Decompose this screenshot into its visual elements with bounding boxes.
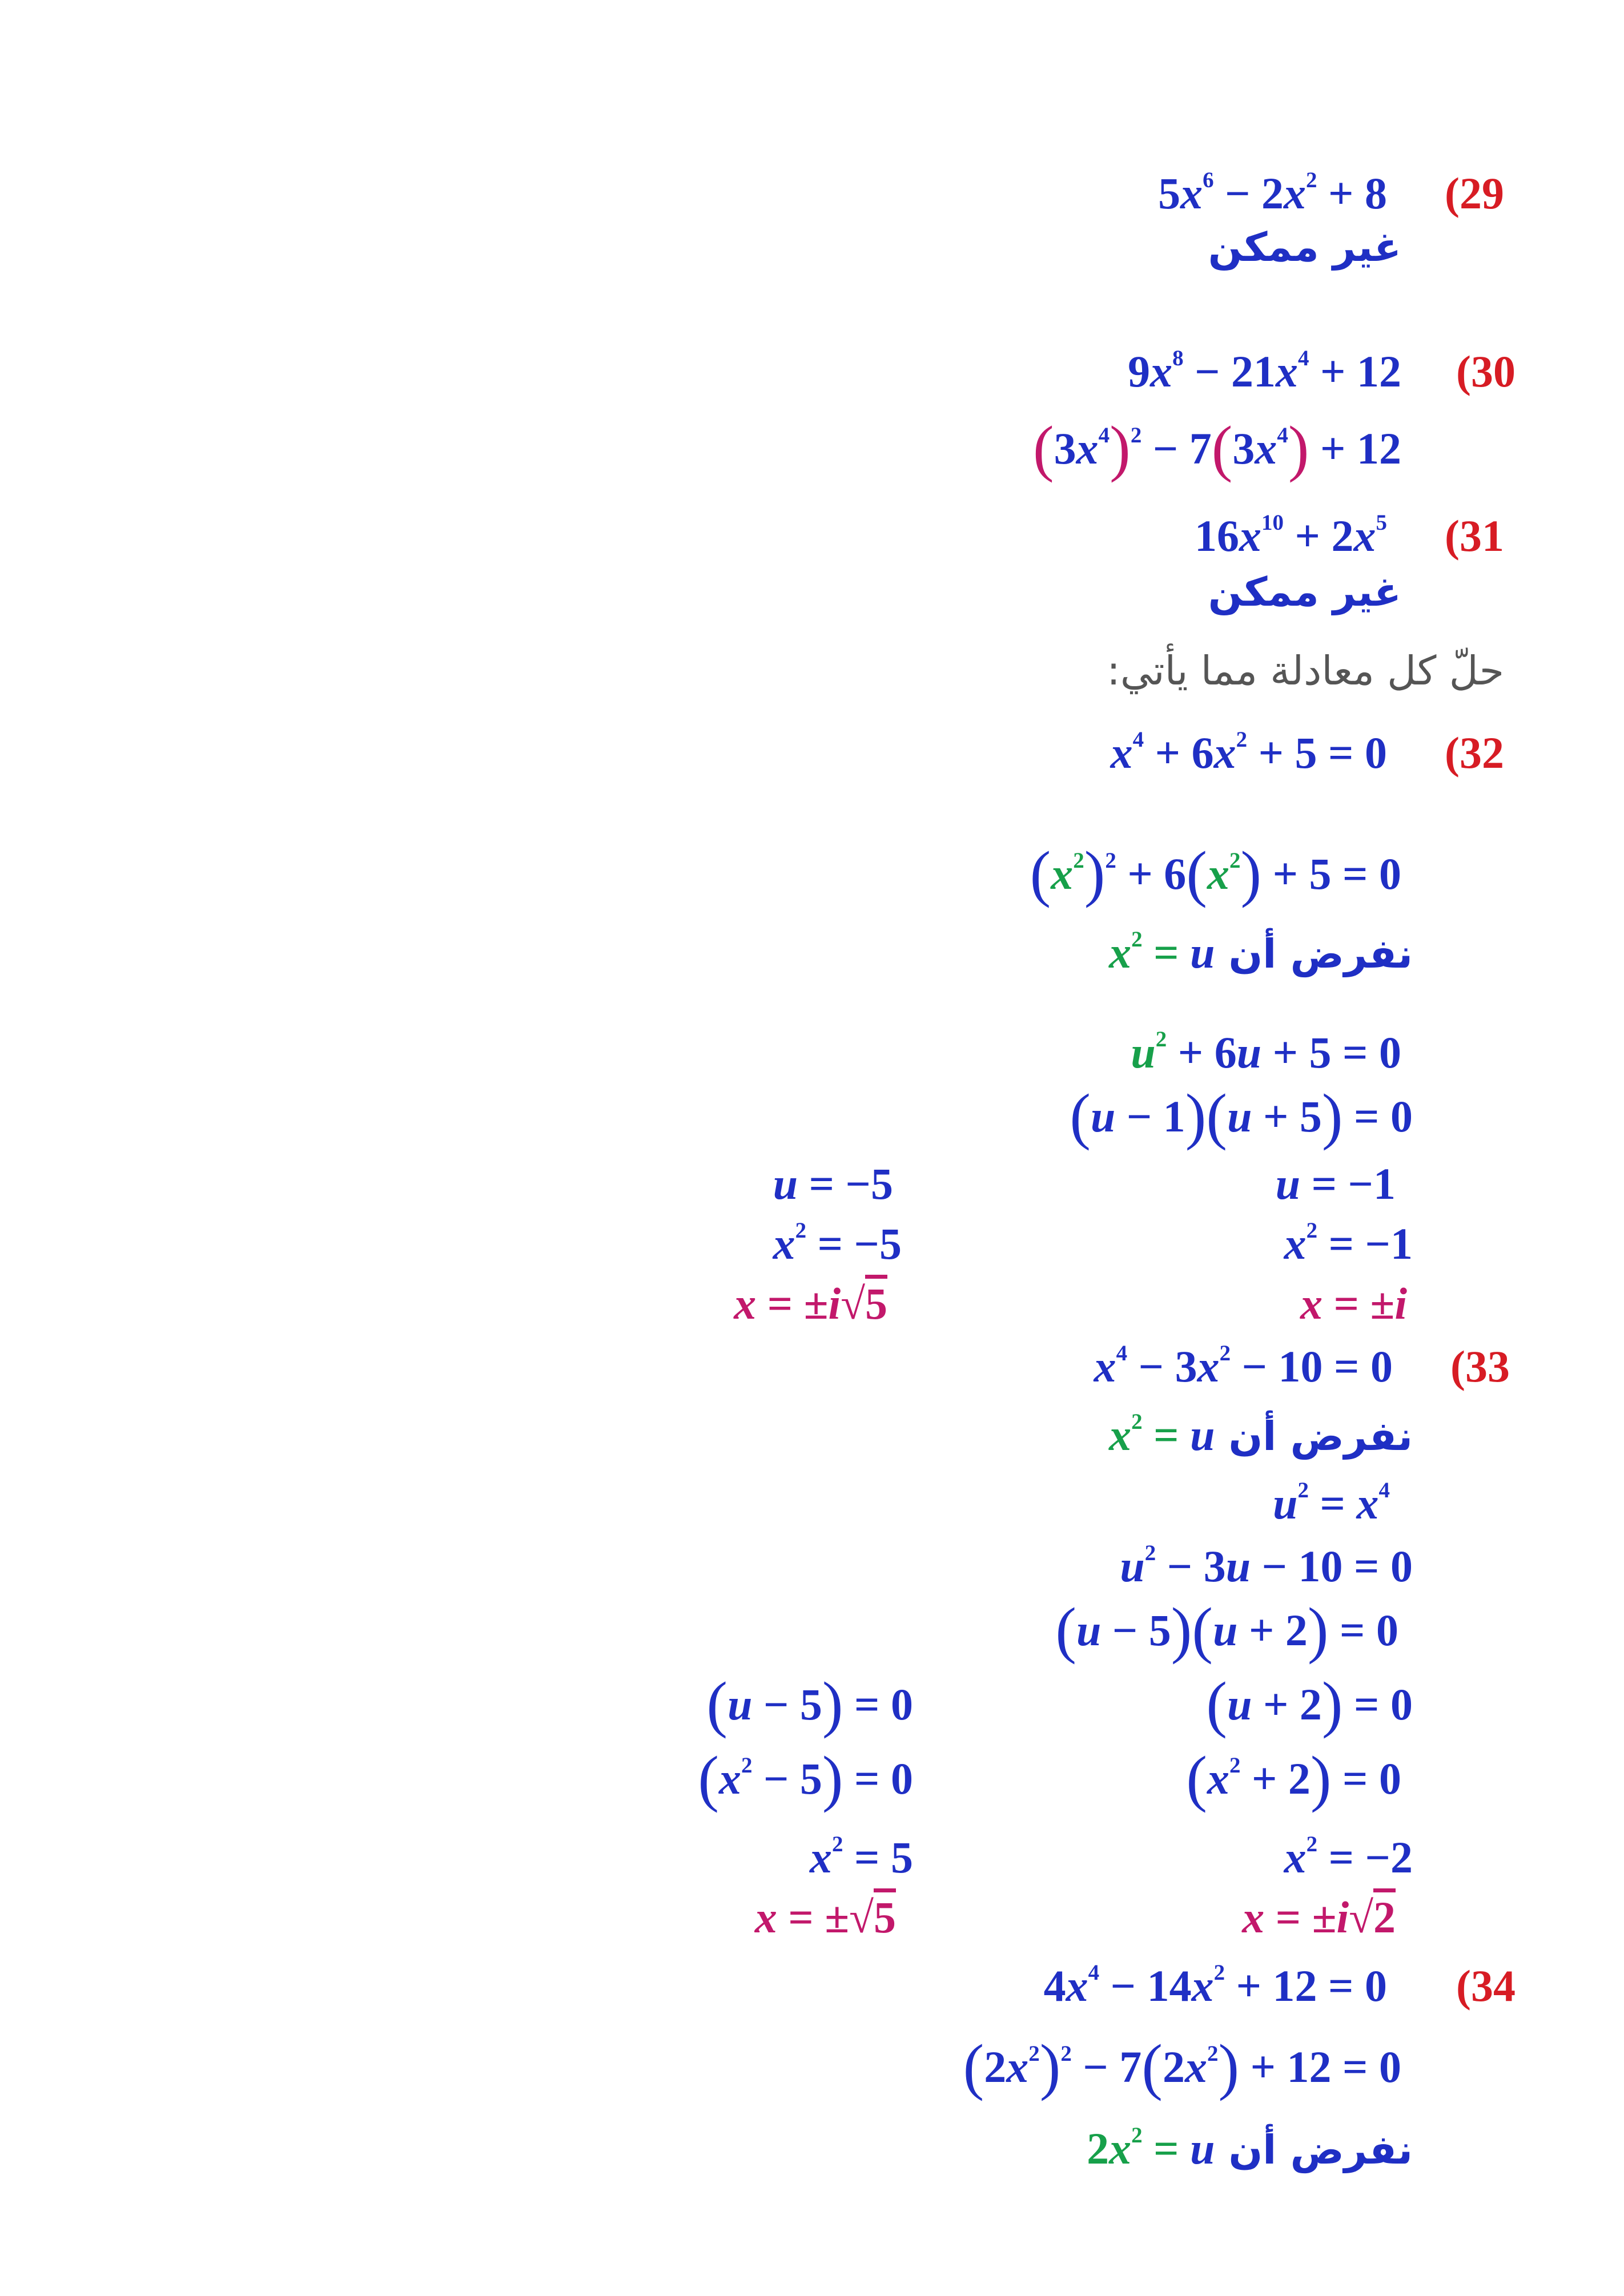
assumption-expression: $2x^2 = u$ — [1087, 2122, 1215, 2173]
problem-34-assumption — [1087, 2122, 1413, 2173]
problem-32-equation: $x^4 + 6x^2 + 5 = 0$ — [1110, 727, 1387, 778]
problem-31-expression: $16x^{10} + 2x^5$ — [1195, 510, 1387, 561]
problem-30-number: (30 — [1456, 347, 1516, 396]
problem-30-step: $(3x^4)^2 - 7(3x^4) + 12$ — [1033, 413, 1401, 483]
problem-32-quadratic: $u^2 + 6u + 5 = 0$ — [1131, 1026, 1401, 1077]
problem-32-right-1: u = −1 — [1275, 1159, 1396, 1209]
problem-32-factored: (u − 1)(u + 5) = 0 — [1070, 1081, 1413, 1151]
assumption-expression: $x^2 = u$ — [1109, 1409, 1215, 1460]
assumption-expression: $x^2 = u$ — [1109, 927, 1215, 977]
problem-33-assumption — [1109, 1409, 1413, 1460]
problem-33-equation: $x^4 - 3x^2 - 10 = 0$ — [1094, 1340, 1393, 1391]
problem-33-square: $u^2 = x^4$ — [1273, 1477, 1390, 1528]
problem-33-left-2: $(x^2 - 5) = 0$ — [698, 1743, 913, 1813]
assumption-label: نفرض أن — [1228, 2126, 1413, 2173]
assumption-label: نفرض أن — [1228, 931, 1413, 977]
problem-33-right-4: x = ±i√2 — [1242, 1892, 1396, 1942]
problem-32-step1: $(x^2)^2 + 6(x^2) + 5 = 0$ — [1030, 839, 1401, 908]
problem-30-expression: $9x^8 - 21x^4 + 12$ — [1128, 345, 1401, 396]
problem-34-step1: $(2x^2)^2 - 7(2x^2) + 12 = 0$ — [963, 2032, 1401, 2101]
problem-29-number: (29 — [1445, 168, 1504, 218]
problem-32-left-3: x = ±i√5 — [734, 1279, 887, 1328]
problem-31-number: (31 — [1445, 511, 1504, 561]
problem-33-right-3: $x^2 = -2$ — [1284, 1831, 1413, 1882]
problem-33-number: (33 — [1450, 1342, 1510, 1391]
problem-33-right-1: (u + 2) = 0 — [1206, 1669, 1413, 1739]
problem-34-number: (34 — [1456, 1961, 1516, 2011]
problem-32-number: (32 — [1445, 728, 1504, 778]
assumption-label: نفرض أن — [1228, 1413, 1413, 1460]
problem-33-right-2: $(x^2 + 2) = 0$ — [1186, 1743, 1401, 1813]
problem-33-factored: (u − 5)(u + 2) = 0 — [1055, 1595, 1398, 1665]
problem-32-right-2: $x^2 = -1$ — [1284, 1218, 1413, 1268]
problem-33-quadratic: $u^2 - 3u - 10 = 0$ — [1120, 1540, 1413, 1591]
problem-33-left-4: x = ±√5 — [754, 1892, 896, 1942]
problem-32-right-3: x = ±i — [1300, 1279, 1407, 1328]
problem-32-left-2: $x^2 = -5$ — [773, 1218, 902, 1268]
problem-33-left-3: $x^2 = 5$ — [810, 1831, 913, 1882]
problem-31-note: غير ممكن — [1208, 569, 1401, 615]
problem-32-assumption — [1109, 927, 1413, 977]
problem-34-equation: $4x^4 - 14x^2 + 12 = 0$ — [1043, 1960, 1387, 2011]
problem-29-expression: $5x^6 - 2x^2 + 8$ — [1158, 167, 1387, 218]
instruction-text: حلّ كل معادلة مما يأتي: — [1107, 647, 1504, 694]
problem-32-left-1: u = −5 — [773, 1159, 893, 1209]
problem-29-note: غير ممكن — [1208, 224, 1401, 271]
problem-33-left-1: (u − 5) = 0 — [706, 1669, 913, 1739]
